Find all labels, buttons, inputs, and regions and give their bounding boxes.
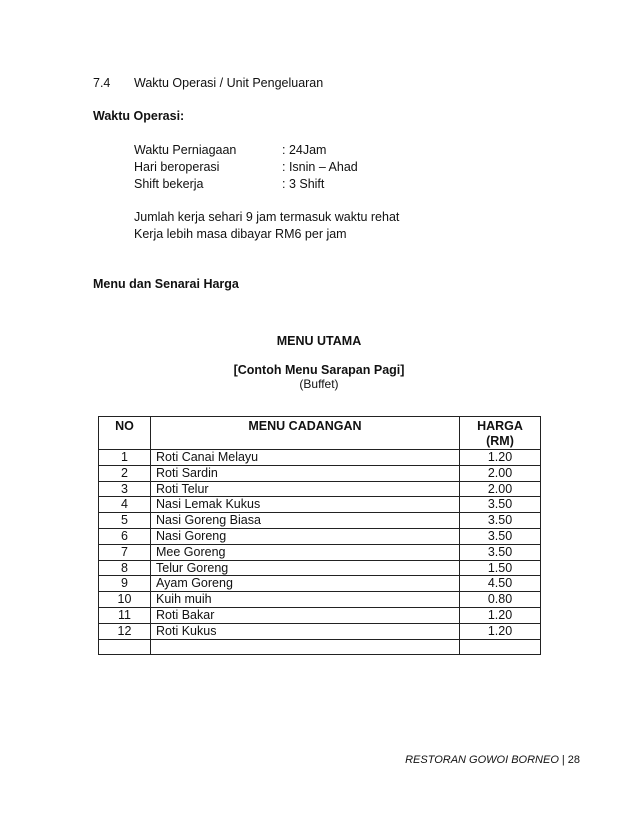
section-number: 7.4 — [93, 76, 111, 90]
row-no: 12 — [99, 623, 151, 639]
row-menu-name: Kuih muih — [151, 592, 460, 608]
row-menu-name: Nasi Goreng Biasa — [151, 513, 460, 529]
operasi-value-2: : 3 Shift — [282, 177, 325, 191]
menu-title: MENU UTAMA — [276, 334, 362, 348]
row-no: 6 — [99, 528, 151, 544]
menu-buffet: (Buffet) — [299, 377, 339, 391]
menu-subtitle: [Contoh Menu Sarapan Pagi] — [233, 363, 405, 377]
row-price: 3.50 — [460, 544, 541, 560]
table-header-row — [99, 417, 541, 450]
table-row — [99, 560, 541, 576]
row-menu-name: Roti Sardin — [151, 465, 460, 481]
table-row — [99, 450, 541, 466]
row-no: 5 — [99, 513, 151, 529]
table-row-empty — [99, 639, 541, 654]
header-no: NO — [99, 417, 151, 450]
page-number: 28 — [567, 754, 580, 766]
header-price-line1: HARGA — [477, 419, 523, 433]
operasi-label-1: Hari beroperasi — [134, 160, 220, 174]
operasi-value-1: : Isnin – Ahad — [282, 160, 358, 174]
row-menu-name: Nasi Goreng — [151, 528, 460, 544]
row-menu-name: Roti Bakar — [151, 607, 460, 623]
header-price — [460, 417, 541, 450]
empty-cell — [99, 639, 151, 654]
row-menu-name: Mee Goreng — [151, 544, 460, 560]
operasi-value-0: : 24Jam — [282, 143, 327, 157]
table-row — [99, 576, 541, 592]
page-footer — [405, 754, 580, 766]
row-menu-name: Roti Kukus — [151, 623, 460, 639]
table-row — [99, 592, 541, 608]
table-row — [99, 513, 541, 529]
table-row — [99, 544, 541, 560]
table-row — [99, 528, 541, 544]
row-no: 8 — [99, 560, 151, 576]
row-price: 1.20 — [460, 450, 541, 466]
table-row — [99, 623, 541, 639]
row-price: 3.50 — [460, 513, 541, 529]
table-row — [99, 465, 541, 481]
row-price: 1.20 — [460, 607, 541, 623]
row-no: 11 — [99, 607, 151, 623]
row-no: 10 — [99, 592, 151, 608]
footer-separator: | — [561, 754, 565, 766]
row-no: 1 — [99, 450, 151, 466]
row-menu-name: Ayam Goreng — [151, 576, 460, 592]
row-menu-name: Roti Canai Melayu — [151, 450, 460, 466]
row-menu-name: Telur Goreng — [151, 560, 460, 576]
header-price-line2: (RM) — [486, 434, 514, 448]
row-menu-name: Roti Telur — [151, 481, 460, 497]
row-price: 1.50 — [460, 560, 541, 576]
row-no: 9 — [99, 576, 151, 592]
row-price: 2.00 — [460, 465, 541, 481]
footer-restaurant-name: RESTORAN GOWOI BORNEO — [405, 754, 559, 766]
row-no: 2 — [99, 465, 151, 481]
table-row — [99, 497, 541, 513]
row-price: 0.80 — [460, 592, 541, 608]
row-no: 3 — [99, 481, 151, 497]
row-price: 3.50 — [460, 497, 541, 513]
operasi-note-2: Kerja lebih masa dibayar RM6 per jam — [134, 227, 347, 241]
menu-heading: Menu dan Senarai Harga — [93, 277, 239, 291]
row-price: 2.00 — [460, 481, 541, 497]
menu-table — [98, 416, 541, 655]
row-no: 4 — [99, 497, 151, 513]
row-price: 3.50 — [460, 528, 541, 544]
row-no: 7 — [99, 544, 151, 560]
empty-cell — [151, 639, 460, 654]
operasi-note-1: Jumlah kerja sehari 9 jam termasuk waktu rehat — [134, 210, 400, 224]
operasi-label-2: Shift bekerja — [134, 177, 204, 191]
row-price: 4.50 — [460, 576, 541, 592]
table-row — [99, 481, 541, 497]
operasi-label-0: Waktu Perniagaan — [134, 143, 237, 157]
section-title: Waktu Operasi / Unit Pengeluaran — [134, 76, 324, 90]
waktu-operasi-heading: Waktu Operasi: — [93, 109, 185, 123]
empty-cell — [460, 639, 541, 654]
table-row — [99, 607, 541, 623]
row-price: 1.20 — [460, 623, 541, 639]
row-menu-name: Nasi Lemak Kukus — [151, 497, 460, 513]
header-menu: MENU CADANGAN — [151, 417, 460, 450]
